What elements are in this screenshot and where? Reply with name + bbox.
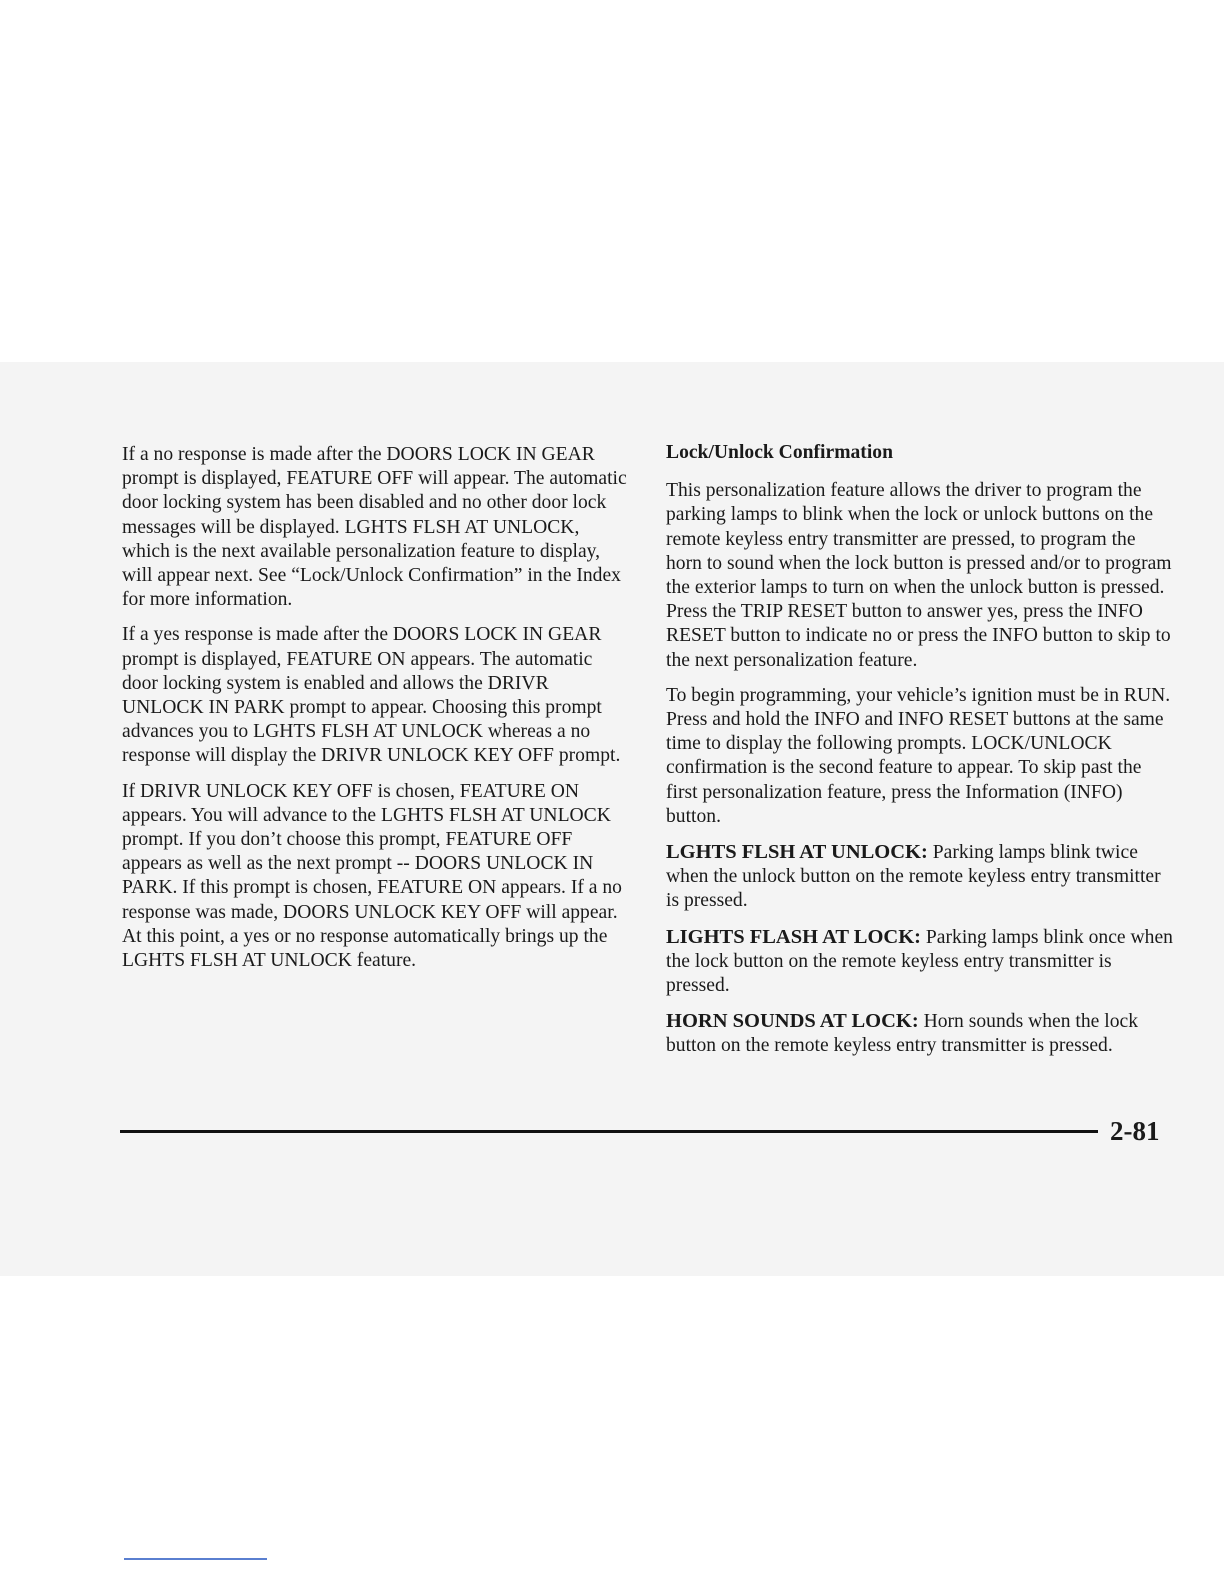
paragraph: This personalization feature allows the driver to program the parking lamps to blink when the lock or unlock buttons on the remote keyless entry transmitter are pressed, to program the horn to sound when the lock button is pressed and/or to program the exterior lamps to turn on when the unlock button is pressed. Press the TRIP RESET button to answer yes, press the INFO RESET button to indicate no or press the INFO button to skip to the next personalization feature. xyxy=(666,480,1172,671)
left-column xyxy=(122,443,628,984)
feature-description: Horn sounds when the lock button on the remote keyless entry transmitter is pressed. xyxy=(666,1011,1138,1057)
link-underline xyxy=(124,1558,267,1560)
paragraph: To begin programming, your vehicle’s ignition must be in RUN. Press and hold the INFO and INFO RESET buttons at the same time to display the following prompts. LOCK/UNLOCK confirmation is the second feature to appear. To skip past the first personalization feature, press the Information (INFO) button. xyxy=(666,684,1171,827)
paragraph: If DRIVR UNLOCK KEY OFF is chosen, FEATURE ON appears. You will advance to the LGHTS FLSH AT UNLOCK prompt. If you don’t choose this prompt, FEATURE OFF appears as well as the next prompt -- DOORS UNLOCK IN PARK. If this prompt is chosen, FEATURE ON appears. If a no response was made, DOORS UNLOCK KEY OFF will appear. At this point, a yes or no response automatically brings up the LGHTS FLSH AT UNLOCK feature. xyxy=(122,780,622,972)
feature-item xyxy=(666,840,1174,914)
feature-term: HORN SOUNDS AT LOCK: xyxy=(666,1010,919,1033)
footer-rule xyxy=(120,1130,1098,1133)
right-column xyxy=(666,441,1174,1070)
feature-item xyxy=(666,925,1174,999)
section-heading: Lock/Unlock Confirmation xyxy=(666,442,893,463)
feature-term: LIGHTS FLASH AT LOCK: xyxy=(666,925,921,948)
page-number: 2-81 xyxy=(1110,1116,1160,1146)
paragraph: If a no response is made after the DOORS LOCK IN GEAR prompt is displayed, FEATURE OFF will appear. The automatic door locking system has been disabled and no other door lock messages will be displayed. LGHTS FLSH AT UNLOCK, which is the next available personalization feature to display, will appear next. See “Lock/Unlock Confirmation” in the Index for more information. xyxy=(122,444,627,611)
feature-description: Parking lamps blink once when the lock button on the remote keyless entry transmitter is pressed. xyxy=(666,926,1173,997)
feature-description: Parking lamps blink twice when the unlock button on the remote keyless entry transmitter is pressed. xyxy=(666,842,1161,912)
feature-term: LGHTS FLSH AT UNLOCK: xyxy=(666,841,928,864)
paragraph: If a yes response is made after the DOORS LOCK IN GEAR prompt is displayed, FEATURE ON appears. The automatic door locking system is enabled and allows the DRIVR UNLOCK IN PARK prompt to appear. Choosing this prompt advances you to LGHTS FLSH AT UNLOCK whereas a no response will display the DRIVR UNLOCK KEY OFF prompt. xyxy=(122,624,621,767)
feature-item xyxy=(666,1009,1174,1058)
